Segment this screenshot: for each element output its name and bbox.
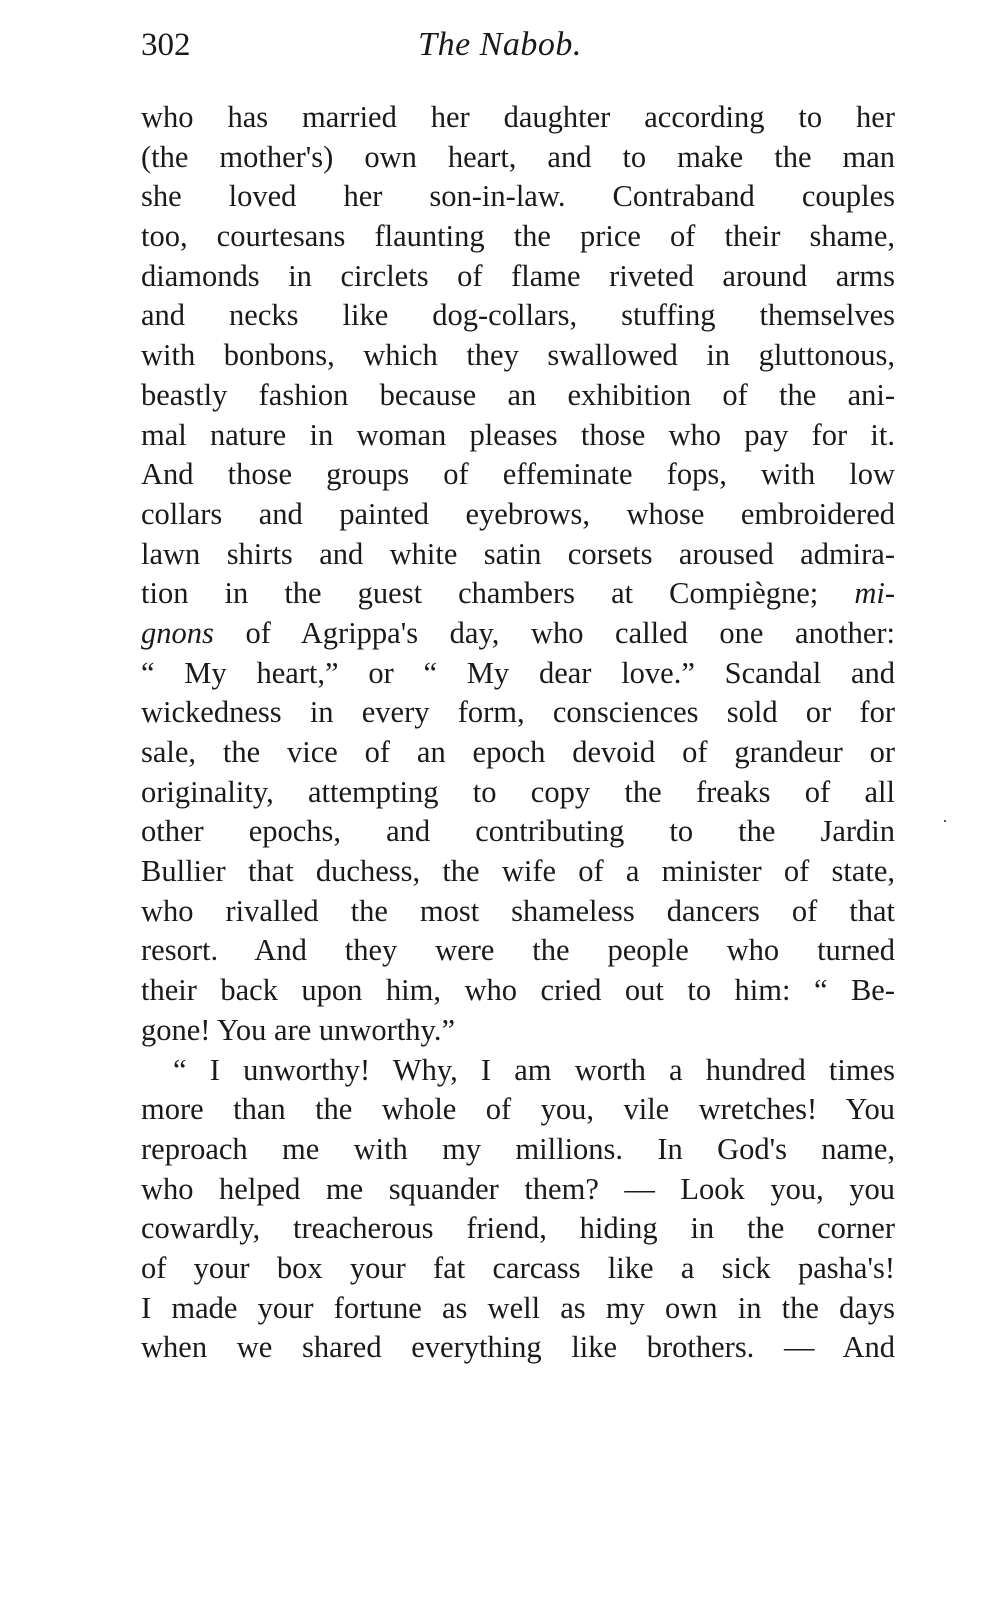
text-line: who rivalled the most shameless dancers of that — [141, 893, 895, 928]
text-line: more than the whole of you, vile wretches! You — [141, 1092, 895, 1127]
text-line: and necks like dog-collars, stuffing themselves — [141, 298, 895, 333]
text-segment: of Agrippa's day, who called one another: — [213, 615, 895, 650]
print-speck — [944, 820, 946, 822]
text-line-gnons — [141, 614, 895, 654]
text-line: other epochs, and contributing to the Jardin — [141, 814, 895, 849]
text-line: collars and painted eyebrows, whose embroidered — [141, 496, 895, 531]
text-line: too, courtesans flaunting the price of their shame, — [141, 219, 895, 254]
text-line: originality, attempting to copy the freaks of all — [141, 774, 895, 809]
italic-word: mi- — [854, 576, 895, 611]
running-title: The Nabob. — [418, 26, 582, 63]
text-line: when we shared everything like brothers. — And — [141, 1330, 895, 1365]
text-line: sale, the vice of an epoch devoid of grandeur or — [141, 735, 895, 769]
text-line-compiegne — [141, 574, 895, 614]
text-line: their back upon him, who cried out to him: “ Be- — [141, 973, 895, 1008]
text-line: who has married her daughter according to her — [141, 100, 895, 134]
body-text — [141, 98, 895, 1368]
text-line: And those groups of effeminate fops, with low — [141, 457, 895, 492]
text-line: who helped me squander them? — Look you, you — [141, 1171, 895, 1206]
text-line: “ I unworthy! Why, I am worth a hundred times — [173, 1052, 895, 1087]
text-line: mal nature in woman pleases those who pay for it. — [141, 417, 895, 452]
text-line: with bonbons, which they swallowed in gluttonous, — [141, 338, 895, 373]
text-line: “ My heart,” or “ My dear love.” Scandal and — [141, 655, 895, 690]
text-line: lawn shirts and white satin corsets aroused admira- — [141, 536, 895, 571]
text-line: I made your fortune as well as my own in the days — [141, 1290, 895, 1325]
text-line: (the mother's) own heart, and to make the man — [141, 139, 895, 174]
text-line: reproach me with my millions. In God's name, — [141, 1131, 895, 1166]
text-line: wickedness in every form, consciences sold or for — [141, 695, 895, 730]
text-line: Bullier that duchess, the wife of a minister of state, — [141, 854, 895, 889]
text-line: she loved her son-in-law. Contraband couples — [141, 179, 895, 214]
text-line: resort. And they were the people who turned — [141, 933, 895, 968]
text-line: diamonds in circlets of flame riveted around arms — [141, 258, 895, 293]
page-number: 302 — [141, 27, 191, 63]
text-line: of your box your fat carcass like a sick pasha's! — [141, 1250, 895, 1285]
text-line: gone! You are unworthy.” — [141, 1012, 455, 1047]
text-segment: tion in the guest chambers at Compiègne; — [141, 576, 819, 611]
text-line: cowardly, treacherous friend, hiding in the corner — [141, 1211, 895, 1246]
text-line: beastly fashion because an exhibition of the ani- — [141, 377, 895, 412]
italic-word: gnons — [141, 615, 214, 650]
